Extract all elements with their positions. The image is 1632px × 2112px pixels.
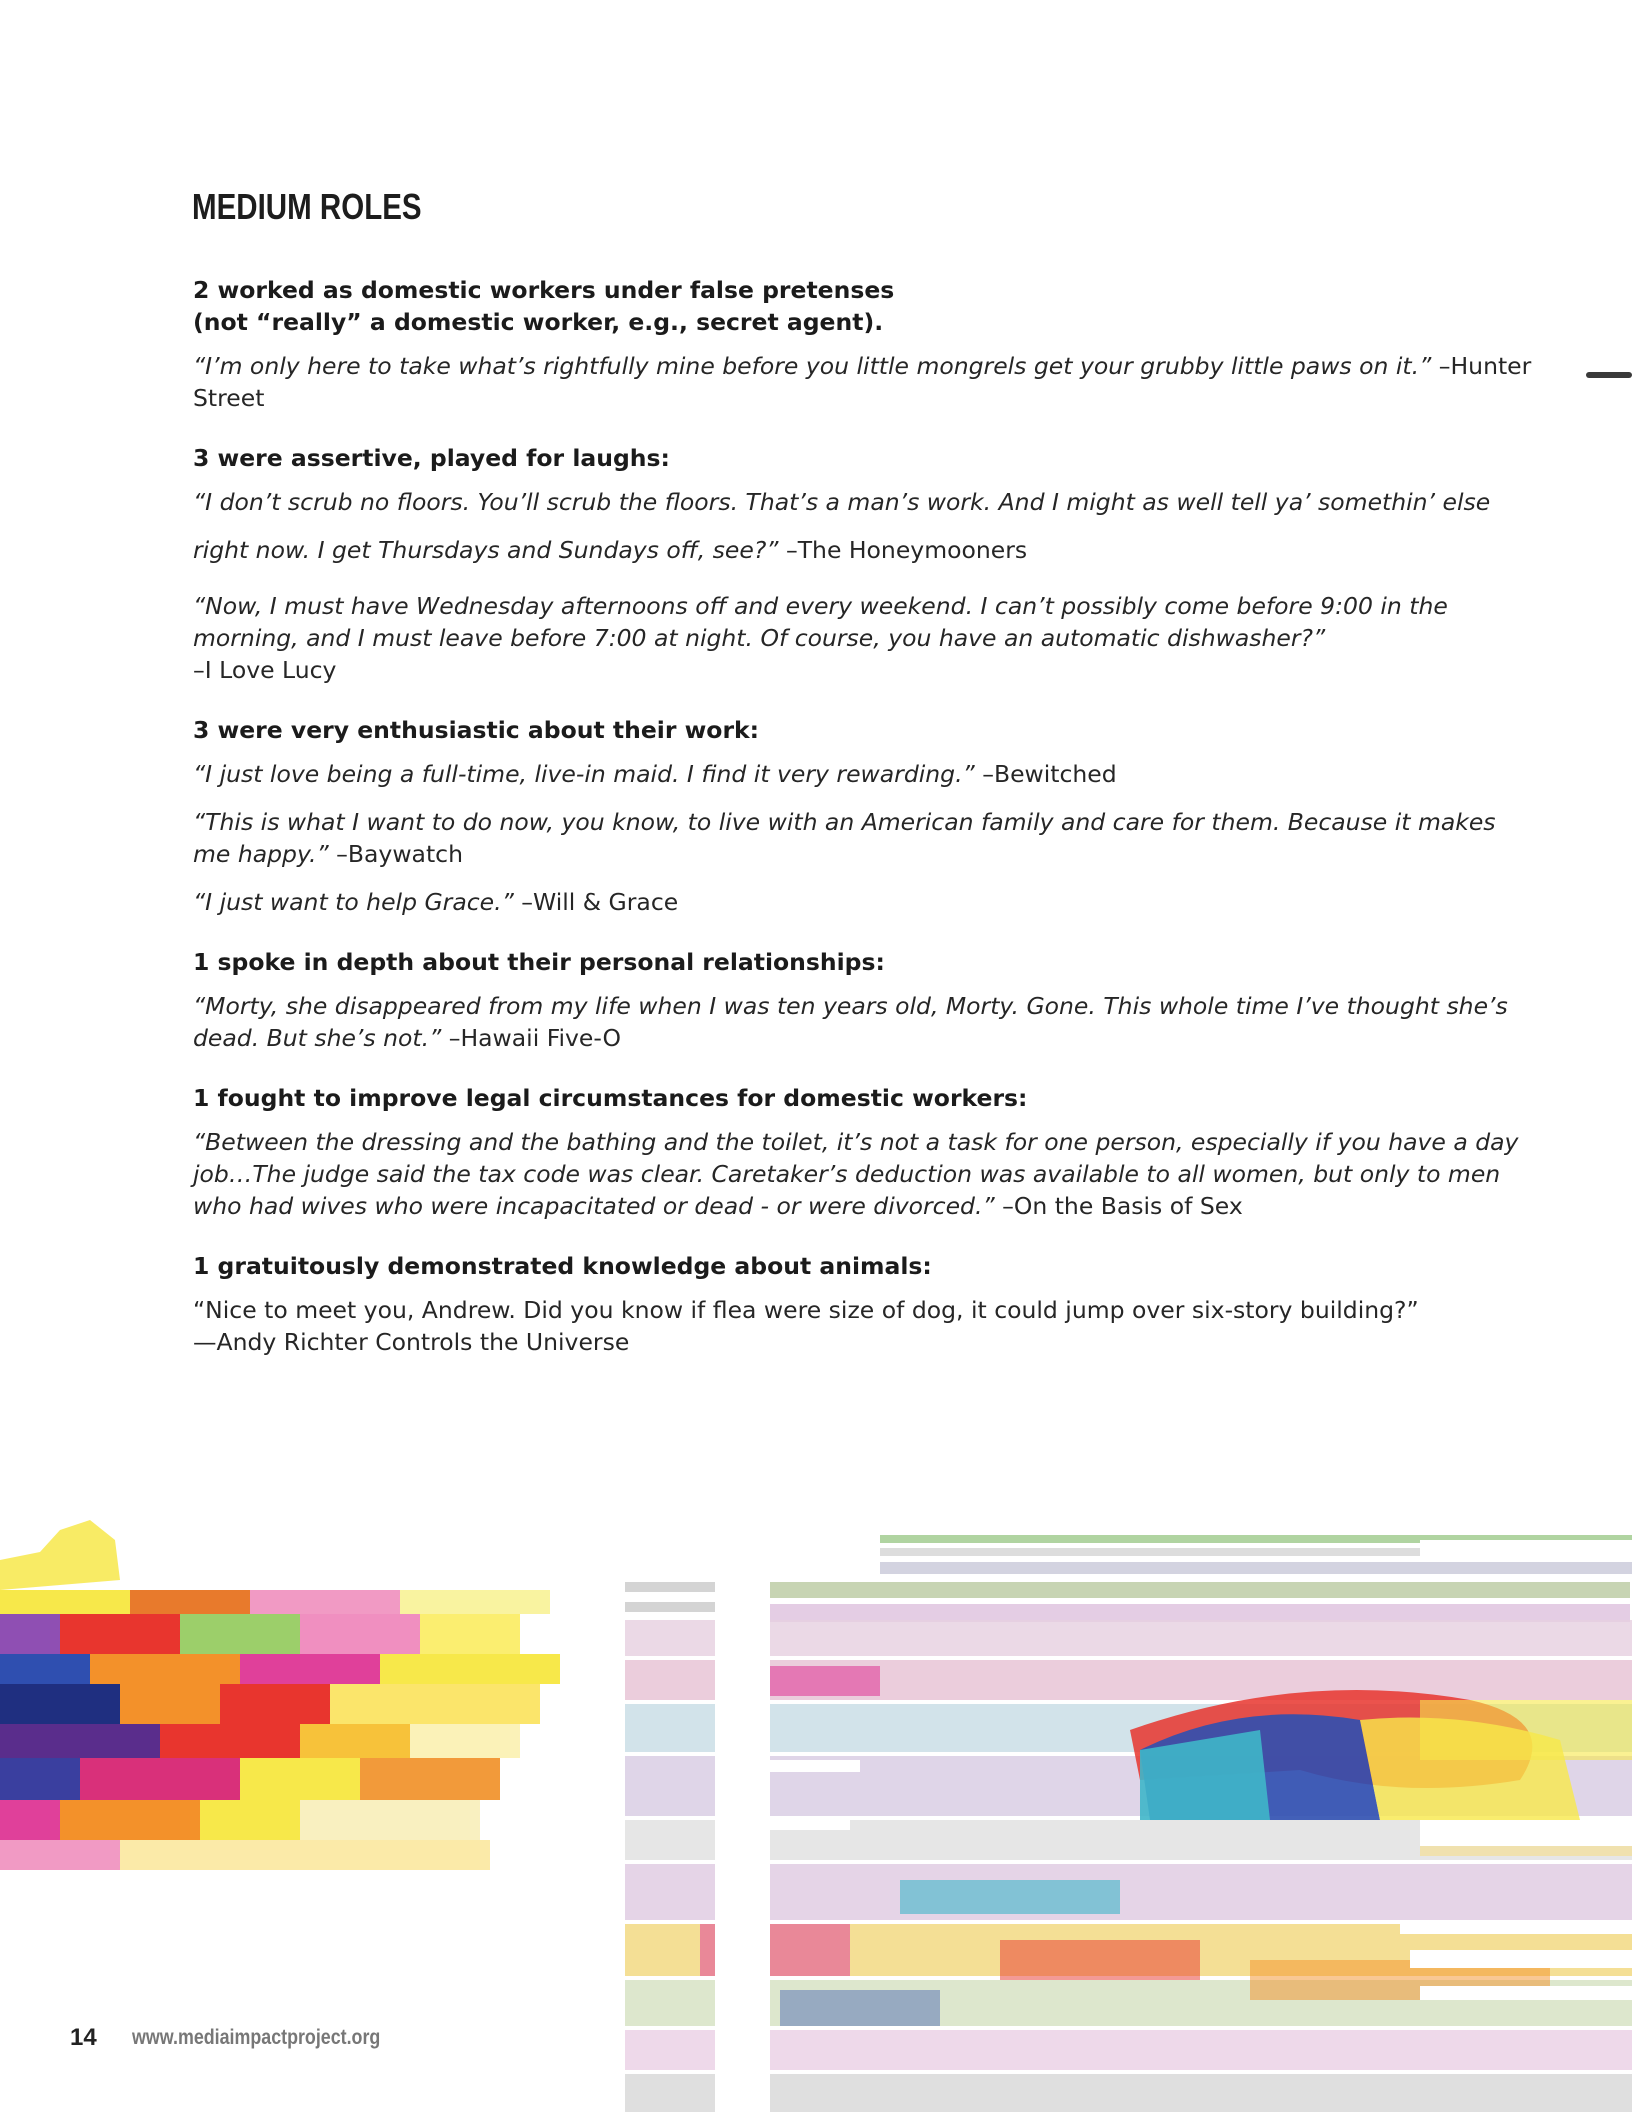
quote-source: –Will & Grace <box>513 888 679 916</box>
quote <box>193 1294 1533 1358</box>
quote-text: “Now, I must have Wednesday afternoons off and every weekend. I can’t possibly come before 9:00 in the morning, and I must leave before 7:00 at night. Of course, you have an automatic dishwasher?” <box>193 592 1448 652</box>
section-tab-marker <box>1586 372 1632 378</box>
section-relationships <box>193 946 1533 1054</box>
section-legal <box>193 1082 1533 1222</box>
quote-text: “Nice to meet you, Andrew. Did you know if flea were size of dog, it could jump over six-story building?” <box>193 1296 1419 1324</box>
heading-line-2: (not “really” a domestic worker, e.g., secret agent). <box>193 308 884 336</box>
section-heading: 1 spoke in depth about their personal relationships: <box>193 948 885 976</box>
section-enthusiastic <box>193 714 1533 918</box>
quote-text: “I just love being a full-time, live-in maid. I find it very rewarding.” <box>193 760 975 788</box>
quote-source: –Baywatch <box>328 840 463 868</box>
quote-text: “This is what I want to do now, you know, to live with an American family and care for them. Because it makes me happy.” <box>193 808 1496 868</box>
quote <box>193 990 1533 1054</box>
quote-source: –The Honeymooners <box>778 536 1028 564</box>
heading-line-1: 2 worked as domestic workers under false pretenses <box>193 276 895 304</box>
quote-source: —Andy Richter Controls the Universe <box>193 1328 630 1356</box>
section-false-pretenses <box>193 274 1533 414</box>
glitch-left-block <box>0 1520 560 1870</box>
section-heading: 1 fought to improve legal circumstances for domestic workers: <box>193 1084 1028 1112</box>
quote <box>193 886 1533 918</box>
quote-source: –Hawaii Five-O <box>441 1024 622 1052</box>
quote-source: –On the Basis of Sex <box>994 1192 1243 1220</box>
section-heading: 3 were assertive, played for laughs: <box>193 444 670 472</box>
quote-source: –I Love Lucy <box>193 656 337 684</box>
roles-list <box>193 274 1533 1386</box>
quote <box>193 806 1533 870</box>
quote-text: “I don’t scrub no floors. You’ll scrub the floors. That’s a man’s work. And I might as well tell ya’ somethin’ else right now. I get Thursdays and Sundays off, see?” <box>193 488 1491 564</box>
quote <box>193 590 1533 686</box>
glitch-artwork <box>0 1520 1632 2112</box>
section-heading: 1 gratuitously demonstrated knowledge about animals: <box>193 1252 932 1280</box>
quote <box>193 1126 1533 1222</box>
page-title: MEDIUM ROLES <box>192 186 422 227</box>
quote <box>193 758 1533 790</box>
website-link[interactable]: www.mediaimpactproject.org <box>132 2026 381 2049</box>
quote-text: “I’m only here to take what’s rightfully mine before you little mongrels get your grubby little paws on it.” <box>193 352 1432 380</box>
section-heading <box>193 274 1533 338</box>
section-heading: 3 were very enthusiastic about their work: <box>193 716 760 744</box>
quote <box>193 350 1533 414</box>
quote-source: –Bewitched <box>974 760 1117 788</box>
quote-text: “Between the dressing and the bathing and the toilet, it’s not a task for one person, especially if you have a day job…The judge said the tax code was clear. Caretaker’s deduction was available to all women, but only to men who had wives who were incapacitated or dead - or were divorced.” <box>193 1128 1519 1220</box>
section-assertive <box>193 442 1533 686</box>
quote <box>193 478 1533 574</box>
quote-text: “I just want to help Grace.” <box>193 888 514 916</box>
quote-text: “Morty, she disappeared from my life when I was ten years old, Morty. Gone. This whole time I’ve thought she’s dead. But she’s not.” <box>193 992 1508 1052</box>
section-animals <box>193 1250 1533 1358</box>
quote-source: –Hunter Street <box>193 352 1532 412</box>
page-number: 14 <box>70 2024 97 2051</box>
